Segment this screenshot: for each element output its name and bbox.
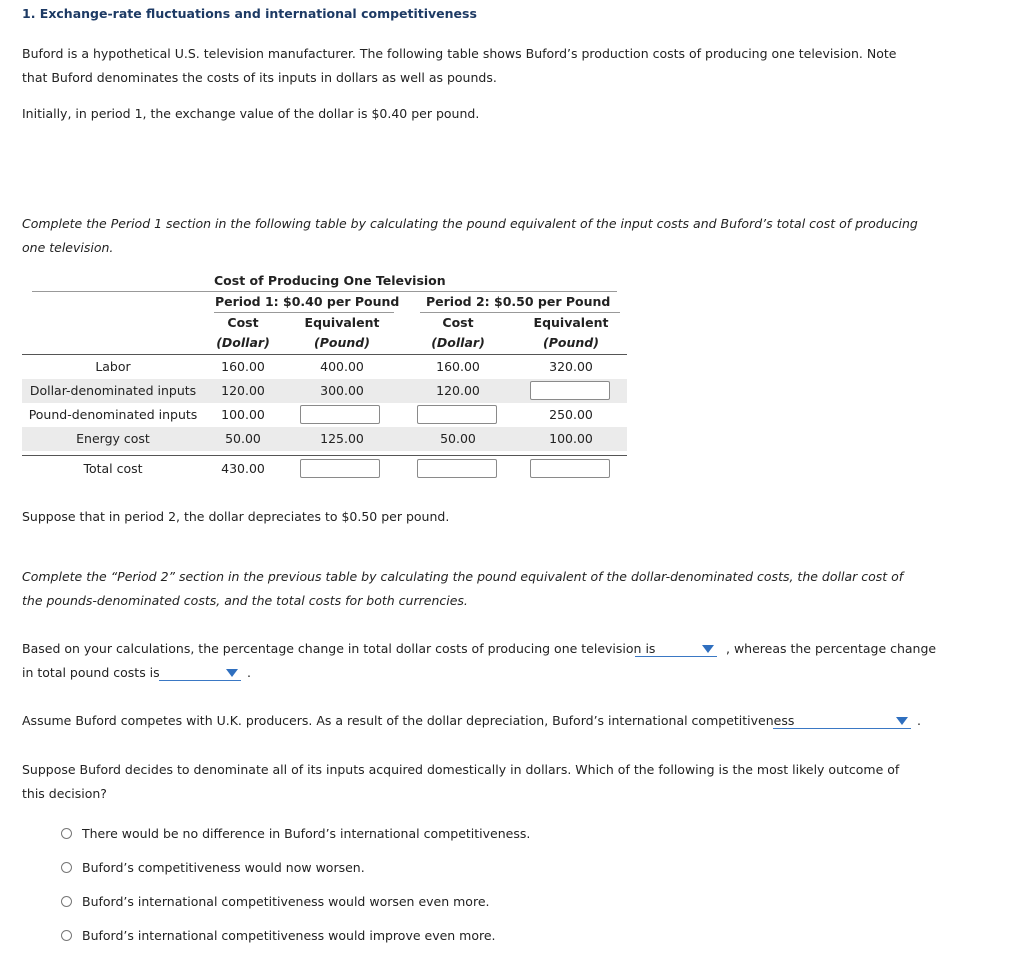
pound-change-text-b: in total pound costs is	[22, 665, 160, 680]
total-p2-cost-input[interactable]	[417, 459, 497, 478]
table-caption: Cost of Producing One Television	[214, 273, 446, 288]
total-p1-cost: 430.00	[221, 461, 265, 476]
competitiveness-dropdown[interactable]	[773, 714, 911, 729]
period1-rule	[214, 312, 394, 313]
pound-inputs-p2-equiv: 250.00	[549, 407, 593, 422]
chevron-down-icon	[226, 669, 238, 677]
labor-p1-equiv: 400.00	[320, 359, 364, 374]
chevron-down-icon	[702, 645, 714, 653]
energy-p1-cost: 50.00	[225, 431, 261, 446]
chevron-down-icon	[896, 717, 908, 725]
dollar-inputs-p2-equiv-input[interactable]	[530, 381, 610, 400]
labor-p2-cost: 160.00	[436, 359, 480, 374]
period2-instruction: Complete the “Period 2” section in the previous table by calculating the pound equivalent of the dollar-denominated costs, the dollar cost of the pounds-denominated costs, and the total costs for both currencies.	[22, 569, 904, 608]
option-label: Buford’s international competitiveness would improve even more.	[82, 928, 496, 943]
period2-header: Period 2: $0.50 per Pound	[426, 294, 611, 309]
row-label-labor: Labor	[95, 359, 131, 374]
radio-icon[interactable]	[61, 930, 72, 941]
pound-inputs-p1-cost: 100.00	[221, 407, 265, 422]
pound-inputs-p1-equiv-input[interactable]	[300, 405, 380, 424]
p2-equiv-unit: (Pound)	[543, 335, 599, 350]
p1-cost-unit: (Dollar)	[216, 335, 270, 350]
total-p1-equiv-input[interactable]	[300, 459, 380, 478]
period2-rule	[420, 312, 620, 313]
total-top-rule	[22, 455, 627, 456]
pound-change-text-a: , whereas the percentage change	[726, 641, 937, 656]
period1-header: Period 1: $0.40 per Pound	[215, 294, 400, 309]
header-bottom-rule	[22, 354, 627, 355]
row-label-dollar-inputs: Dollar-denominated inputs	[29, 383, 197, 398]
p1-equiv-unit: (Pound)	[314, 335, 370, 350]
radio-icon[interactable]	[61, 828, 72, 839]
table-top-rule	[32, 291, 617, 292]
dollar-inputs-p2-cost: 120.00	[436, 383, 480, 398]
energy-p2-cost: 50.00	[440, 431, 476, 446]
option-label: Buford’s international competitiveness would worsen even more.	[82, 894, 490, 909]
initial-rate-text: Initially, in period 1, the exchange value of the dollar is $0.40 per pound.	[22, 106, 480, 121]
row-label-total: Total cost	[83, 461, 143, 476]
dollar-change-text: Based on your calculations, the percentage change in total dollar costs of producing one television is	[22, 641, 656, 656]
energy-p1-equiv: 125.00	[320, 431, 364, 446]
page-title: 1. Exchange-rate fluctuations and international competitiveness	[22, 6, 477, 21]
pound-change-dropdown[interactable]	[159, 666, 241, 681]
sentence-period: .	[917, 713, 921, 728]
depreciation-text: Suppose that in period 2, the dollar depreciates to $0.50 per pound.	[22, 509, 450, 524]
radio-icon[interactable]	[61, 862, 72, 873]
dollar-inputs-p1-cost: 120.00	[221, 383, 265, 398]
p1-equiv-header: Equivalent	[304, 315, 380, 330]
competitiveness-text: Assume Buford competes with U.K. producers. As a result of the dollar depreciation, Buford’s international competitiveness	[22, 713, 795, 728]
option-label: There would be no difference in Buford’s international competitiveness.	[82, 826, 531, 841]
question-text: Suppose Buford decides to denominate all of its inputs acquired domestically in dollars. Which of the following is the most likely outcome of this decision?	[22, 762, 900, 801]
p2-cost-unit: (Dollar)	[431, 335, 485, 350]
radio-icon[interactable]	[61, 896, 72, 907]
sentence-period: .	[247, 665, 251, 680]
row-label-pound-inputs: Pound-denominated inputs	[28, 407, 198, 422]
option-worsen-more[interactable]	[61, 894, 489, 909]
p2-cost-header: Cost	[442, 315, 474, 330]
intro-paragraph: Buford is a hypothetical U.S. television manufacturer. The following table shows Buford’s production costs of producing one television. Note that Buford denominates the costs of its inputs in dollars as well as pounds.	[22, 46, 897, 85]
pound-inputs-p2-cost-input[interactable]	[417, 405, 497, 424]
row-label-energy: Energy cost	[76, 431, 150, 446]
labor-p2-equiv: 320.00	[549, 359, 593, 374]
energy-p2-equiv: 100.00	[549, 431, 593, 446]
option-no-difference[interactable]	[61, 826, 530, 841]
labor-p1-cost: 160.00	[221, 359, 265, 374]
p2-equiv-header: Equivalent	[533, 315, 609, 330]
dollar-change-dropdown[interactable]	[635, 642, 717, 657]
period1-instruction: Complete the Period 1 section in the following table by calculating the pound equivalent of the input costs and Buford’s total cost of producing one television.	[22, 216, 918, 255]
p1-cost-header: Cost	[227, 315, 259, 330]
option-worsen[interactable]	[61, 860, 365, 875]
total-p2-equiv-input[interactable]	[530, 459, 610, 478]
option-improve-more[interactable]	[61, 928, 496, 943]
option-label: Buford’s competitiveness would now worsen.	[82, 860, 365, 875]
dollar-inputs-p1-equiv: 300.00	[320, 383, 364, 398]
